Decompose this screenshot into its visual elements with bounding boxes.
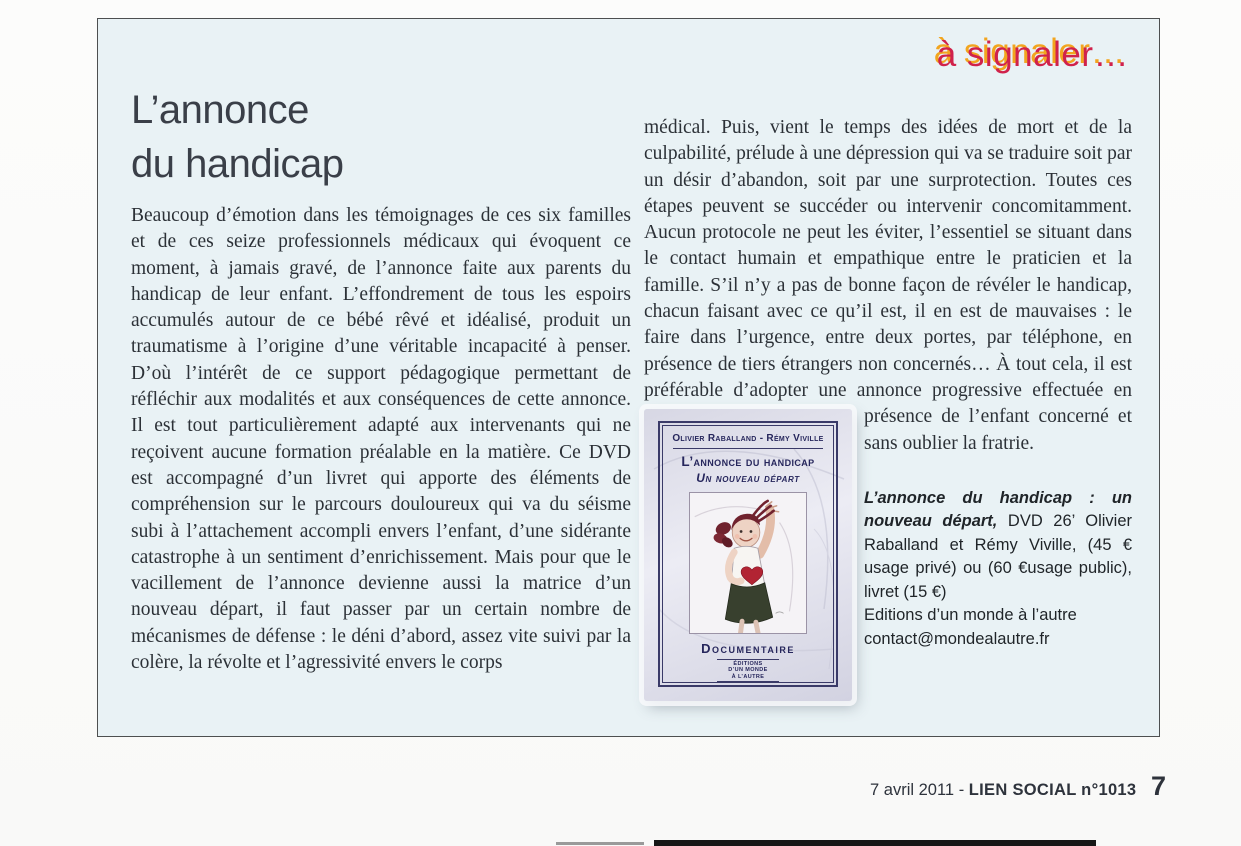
article-paragraph-right: médical. Puis, vient le temps des idées de mort et de la culpabilité, prélude à une dépression qui va se traduire soit par un désir d’abandon, soit par une surprotection. Toutes ces étapes peuvent se succéder ou intervenir concomitamment. Aucun protocole ne peut les éviter, l’essentiel se situant dans le contact humain et empathique entre le praticien et la famille. S’il n’y a pas de bonne façon de révéler le handicap, chacun faisant avec ce qu’il est, il en est de mauvaises : le faire dans l’urgence, entre deux portes, par téléphone, en présence de tiers étrangers non concernés… À tout cela, il est préférable d’adopter une annonce progressive effectuée en présence de l’enfant concerné et sans oublier la fratrie. [644,117,1132,454]
dvd-publisher-line-3: À L’AUTRE [731,673,765,680]
right-column [644,115,1132,725]
dvd-subtitle: Un nouveau départ [696,471,800,485]
footer-magazine-title: LIEN SOCIAL n°1013 [968,781,1137,799]
dvd-publisher-logo [717,659,779,683]
dvd-caption-details: DVD 26’ Olivier Raballand et Rémy Viville, (45 € usage privé) ou (60 €usage public), livret (15 €) [864,512,1132,601]
dvd-cover [644,409,852,701]
section-label: à signaler… [936,35,1129,74]
footer-date: 7 avril 2011 - [870,781,965,799]
left-column [131,83,631,676]
dvd-caption-publisher: Editions d’un monde à l’autre [864,606,1077,625]
article-title-line-2: du handicap [131,142,344,186]
dvd-cover-content [662,425,834,683]
page-footer [870,771,1166,802]
dvd-illustration-box [689,492,807,634]
article-title [131,83,631,191]
dvd-authors: Olivier Raballand - Rémy Viville [672,433,824,444]
girl-skirt [725,583,772,623]
dvd-publisher-line-2: D’UN MONDE [728,667,768,673]
dvd-publisher-line-1: ÉDITIONS [733,660,763,667]
girl-illustration [690,493,806,634]
article-paragraph-left: Beaucoup d’émotion dans les témoignages de ces six familles et de ces seize professionnels médicaux qui évoquent ce moment, à jamais gravé, de l’annonce faite aux parents du handicap de leur enfant. L’effondrement de tous les espoirs accumulés autour de ce bébé rêvé et idéalisé, produit un traumatisme à l’origine d’une véritable incapacité à penser. D’où l’intérêt de ce support pédagogique permettant de réfléchir aux modalités et aux conséquences de cette annonce. Il est tout particulièrement adapté aux intervenants qui ne reçoivent aucune formation préalable en la matière. Ce DVD est accompagné d’un livret qui apporte des éléments de compréhension sur le parcours douloureux qui va du séisme subi à l’attachement accompli envers l’enfant, d’une sidérante catastrophe à un sentiment d’enrichissement. Mais pour que le vacillement de l’annonce devienne aussi la matrice d’un nouveau départ, il faut passer par un certain nombre de mécanismes de défense : le déni d’abord, assez vite suivi par la colère, la révolte et l’agressivité envers le corps [131,205,631,674]
article-title-line-1: L’annonce [131,88,309,132]
dvd-caption-contact: contact@mondealautre.fr [864,629,1050,648]
dvd-title: L’annonce du handicap [681,454,815,469]
dvd-caption-title: L’annonce du handicap : un nouveau départ, [864,488,1132,531]
footer-page-number: 7 [1150,771,1166,801]
dvd-divider-rule [673,448,823,449]
scan-artifact-bar [654,840,1096,846]
dvd-caption [864,487,1132,652]
dvd-caption-text [864,487,1132,605]
dvd-genre: Documentaire [701,640,795,656]
dvd-cover-frame [658,421,838,687]
article-panel [97,18,1160,737]
scan-artifact-bar-small [556,842,644,845]
